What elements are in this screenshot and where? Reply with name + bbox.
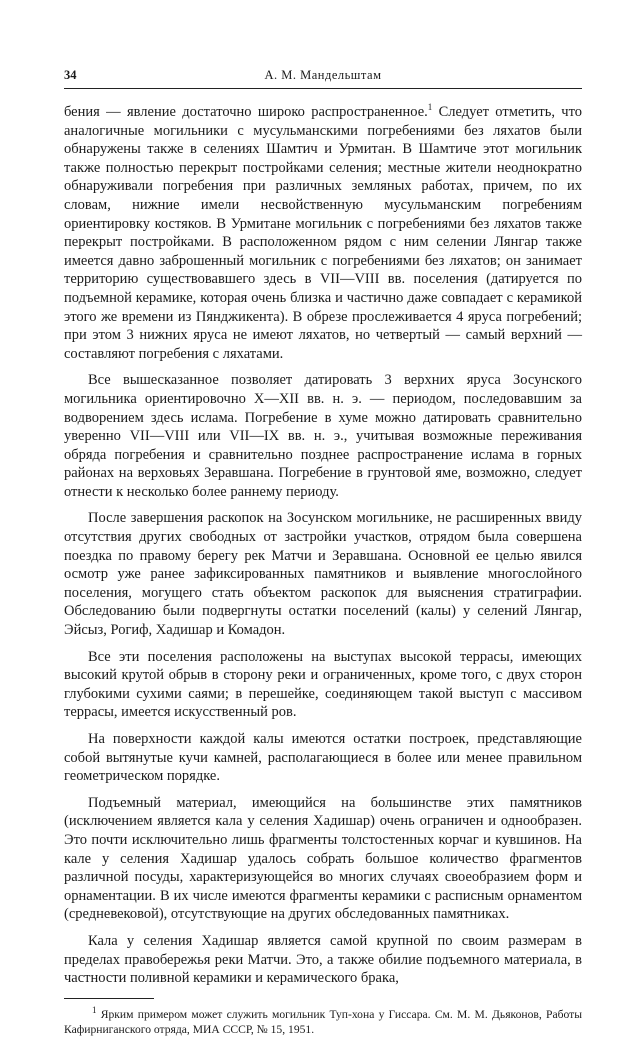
paragraph-5: На поверхности каждой калы имеются остатки построек, представляющие собой вытянутые кучи камней, располагающиеся в более или менее правильном геометрическом порядке. [64, 731, 582, 785]
paragraph-1 [64, 103, 582, 363]
paragraph-2: Все вышесказанное позволяет датировать 3 верхних яруса Зосунского могильника ориентировочно X—XII вв. н. э. — периодом, последовавшим за водворением здесь ислама. Погребение в хуме можно датировать сравнительно уверенно VII—VIII или VII—IX вв. н. э., учитывая возможные переживания обряда погребения и сравнительно позднее распространение ислама в горных районах на верховьях Зеравшана. Погребение в грунтовой яме, возможно, следует отнести к несколько более раннему периоду. [64, 372, 582, 500]
paragraph-1-text-continued: Следует отметить, что аналогичные могильники с мусульманскими погребениями без ляхатов были обнаружены также в селениях Шамтич и Урмитан. В Шамтиче этот могильник также полностью перекрыт постройками селения; местные жители неоднократно обнаруживали погребения при различных земляных работах, причем, по их словам, нижние имели несвойственную мусульманским погребениям ориентировку костяков. В Урмитане могильник с погребениями без ляхатов также перекрыт постройками. В расположенном рядом с ним селении Лянгар также имеется давно заброшенный могильник с погребениями без ляхатов; он занимает территорию существовавшего здесь в VII—VIII вв. поселения (датируется по подъемной керамике, которая очень близка и частично даже совпадает с керамикой этого же времени из Пянджикента). В обрезе прослеживается 4 яруса погребений; при этом 3 нижних яруса не имеют ляхатов, но четвертый — самый верхний — составляют погребения с ляхатами. [64, 104, 582, 362]
body-text [64, 103, 582, 988]
paragraph-3: После завершения раскопок на Зосунском могильнике, не расширенных ввиду отсутствия других свободных от застройки участков, отрядом была совершена поездка по правому берегу рек Матчи и Зеравшана. Основной ее целью явился осмотр уже ранее зафиксированных памятников и выявление многослойного поселения, могущего стать объектом раскопок для выяснения стратиграфии. Обследованию были подвергнуты остатки поселений (калы) у селений Лянгар, Эйсыз, Рогиф, Хадишар и Комадон. [64, 510, 582, 639]
paragraph-6: Подъемный материал, имеющийся на большинстве этих памятников (исключением является кала у селения Хадишар) очень ограничен и однообразен. Это почти исключительно лишь фрагменты толстостенных корчаг и кувшинов. На кале у селения Хадишар удалось собрать большое количество фрагментов различной посуды, характеризующейся во многих случаях своеобразием форм и орнаментации. В их числе имеются фрагменты керамики с расписным орнаментом (средневековой), отсутствующие на других обследованных памятниках. [64, 794, 582, 923]
paragraph-4: Все эти поселения расположены на выступах высокой террасы, имеющих высокий крутой обрыв в сторону реки и ограниченных, кроме того, с двух сторон глубокими сухими саями; в перешейке, соединяющем такой выступ с массивом террасы, имеется искусственный ров. [64, 648, 582, 721]
book-page [64, 62, 582, 1037]
footnote-reference: 1 [427, 102, 433, 113]
running-title: А. М. Мандельштам [264, 68, 382, 82]
footnote-rule [64, 998, 154, 999]
footnote [64, 1004, 582, 1037]
footnote-marker: 1 [92, 1004, 97, 1015]
running-head [64, 62, 582, 89]
paragraph-1-text: бения — явление достаточно широко распространенное. [64, 104, 428, 120]
page-number: 34 [64, 68, 77, 82]
paragraph-7: Кала у селения Хадишар является самой крупной по своим размерам в пределах правобережья реки Матчи. Это, а также обилие подъемного материала, в частности поливной керамики и керамического брака, [64, 932, 582, 987]
footnote-text: Ярким примером может служить могильник Туп-хона у Гиссара. См. М. М. Дьяконов, Работы Кафирниганского отряда, МИА СССР, № 15, 1951. [64, 1007, 582, 1036]
